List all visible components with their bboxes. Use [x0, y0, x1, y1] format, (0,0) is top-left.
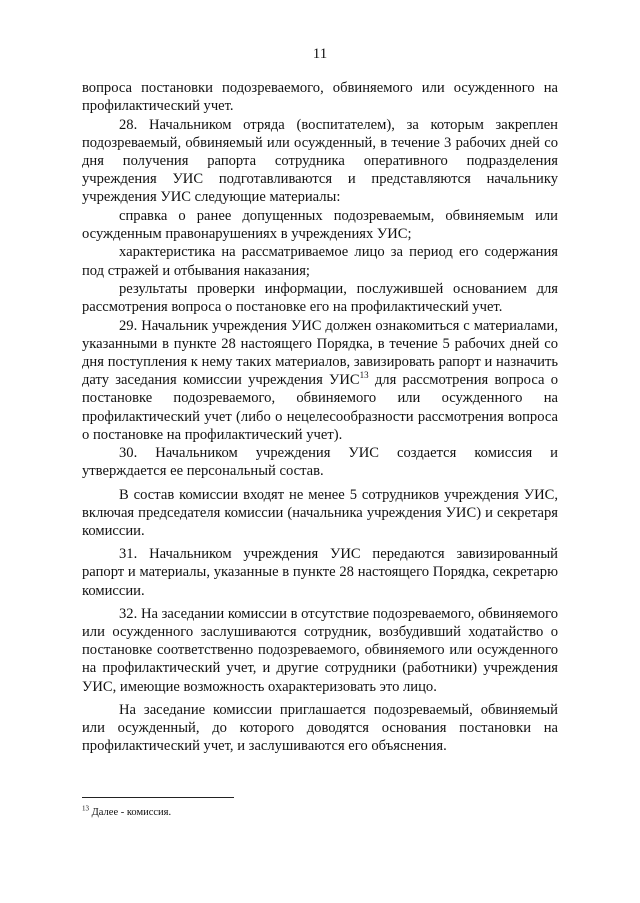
paragraph-list-item: справка о ранее допущенных подозреваемым, обвиняемым или осужденным правонарушениях в учреждениях УИС;	[82, 207, 558, 242]
footnote-reference: 13	[359, 370, 369, 381]
paragraph-item-29	[82, 317, 558, 444]
paragraph-text: 29. Начальник учреждения УИС должен ознакомиться с материалами, указанными в пункте 28 настоящего Порядка, в течение 5 рабочих дней со дня поступления к нему таких материалов, завизировать рапорт и назначить дату заседания комиссии учреждения УИС	[82, 317, 558, 389]
paragraph-item-32: 32. На заседании комиссии в отсутствие подозреваемого, обвиняемого или осужденного заслушиваются сотрудник, возбудивший ходатайство о постановке соответственно подозреваемого, обвиняемого или осужденного на профилактический учет, и другие сотрудники (работники) учреждения УИС, имеющие возможность охарактеризовать это лицо.	[82, 605, 558, 695]
footnote-text: Далее - комиссия.	[89, 807, 172, 818]
page-number: 11	[312, 46, 328, 62]
paragraph-continuation: вопроса постановки подозреваемого, обвиняемого или осужденного на профилактический учет.	[82, 80, 558, 115]
paragraph-list-item: характеристика на рассматриваемое лицо за период его содержания под стражей и отбывания наказания;	[82, 244, 558, 279]
paragraph-list-item: результаты проверки информации, послужившей основанием для рассмотрения вопроса о постановке его на профилактический учет.	[82, 280, 558, 316]
paragraph-item-28: 28. Начальником отряда (воспитателем), за которым закреплен подозреваемый, обвиняемый или осужденный, в течение 3 рабочих дней со дня получения рапорта сотрудника оперативного подразделения учреждения УИС подготавливаются и представляются начальнику учреждения УИС следующие материалы:	[82, 116, 558, 206]
document-body	[82, 79, 558, 755]
footnote-divider	[82, 797, 234, 798]
paragraph: На заседание комиссии приглашается подозреваемый, обвиняемый или осужденный, до которого доводятся основания постановки на профилактический учет, и заслушиваются его объяснения.	[82, 701, 558, 755]
footnote	[82, 806, 558, 819]
paragraph-text: для рассмотрения вопроса о постановке подозреваемого, обвиняемого или осужденного на профилактический учет (либо о нецелесообразности рассмотрения вопроса о постановке на профилактический учет).	[82, 372, 558, 443]
footnote-mark: 13	[82, 804, 89, 813]
paragraph-item-31: 31. Начальником учреждения УИС передаются завизированный рапорт и материалы, указанные в пункте 28 настоящего Порядка, секретарю комиссии.	[82, 546, 558, 599]
paragraph: В состав комиссии входят не менее 5 сотрудников учреждения УИС, включая председателя комиссии (начальника учреждения УИС) и секретаря комиссии.	[82, 486, 558, 539]
paragraph-item-30: 30. Начальником учреждения УИС создается комиссия и утверждается ее персональный состав.	[82, 445, 558, 480]
